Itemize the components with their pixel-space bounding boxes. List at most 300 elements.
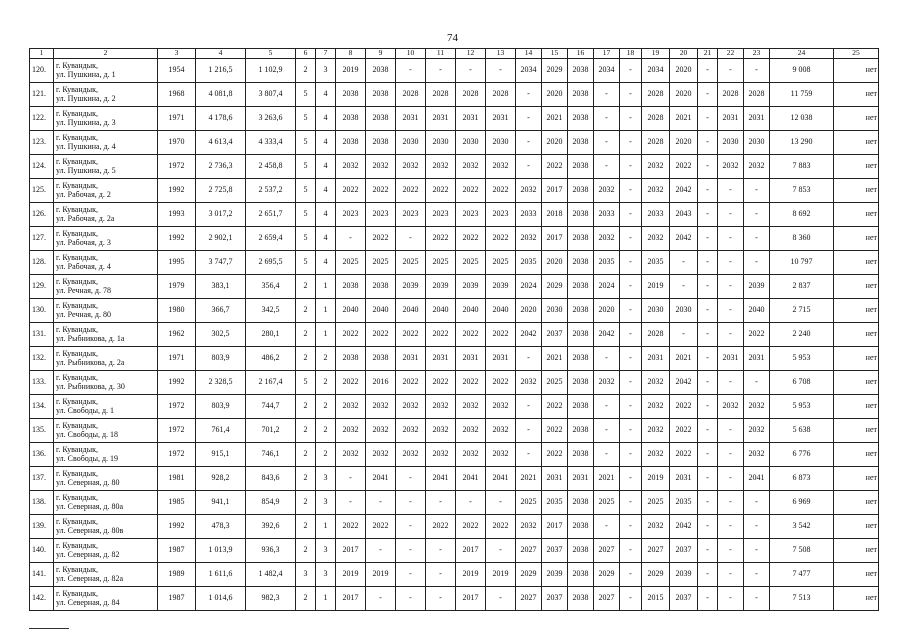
- table-cell: 2019: [456, 563, 486, 587]
- column-number-cell: 10: [396, 49, 426, 59]
- table-row: [30, 179, 879, 203]
- table-cell: 2029: [542, 275, 568, 299]
- table-cell: -: [620, 131, 642, 155]
- table-cell: 2031: [486, 347, 516, 371]
- table-cell: 2032: [396, 419, 426, 443]
- column-number-cell: 5: [246, 49, 296, 59]
- table-cell: нет: [834, 323, 879, 347]
- table-cell: 2 240: [770, 323, 834, 347]
- table-cell: -: [698, 323, 718, 347]
- table-cell: 2030: [396, 131, 426, 155]
- table-cell: -: [744, 539, 770, 563]
- table-cell: 2020: [542, 131, 568, 155]
- table-cell: 744,7: [246, 395, 296, 419]
- table-cell: нет: [834, 443, 879, 467]
- table-cell: 2022: [426, 323, 456, 347]
- table-cell: 1 482,4: [246, 563, 296, 587]
- row-number: 140.: [30, 539, 54, 563]
- table-cell: 3: [316, 539, 336, 563]
- table-cell: 2022: [396, 371, 426, 395]
- table-cell: 2027: [516, 539, 542, 563]
- address-cell: [54, 203, 158, 227]
- table-cell: 3 542: [770, 515, 834, 539]
- column-number-cell: 11: [426, 49, 456, 59]
- address-street: ул. Пушкина, д. 3: [56, 117, 116, 127]
- table-cell: 928,2: [196, 467, 246, 491]
- table-cell: -: [698, 155, 718, 179]
- address-street: ул. Речная, д. 80: [56, 309, 111, 319]
- table-cell: 2038: [568, 227, 594, 251]
- row-number: 129.: [30, 275, 54, 299]
- row-number: 130.: [30, 299, 54, 323]
- row-number: 132.: [30, 347, 54, 371]
- table-row: [30, 203, 879, 227]
- table-cell: 1992: [158, 515, 196, 539]
- table-cell: 936,3: [246, 539, 296, 563]
- table-cell: 2: [296, 347, 316, 371]
- table-cell: 2025: [426, 251, 456, 275]
- address-city: г. Кувандык,: [56, 517, 98, 526]
- table-cell: -: [396, 563, 426, 587]
- table-cell: 2025: [642, 491, 670, 515]
- table-cell: 5: [296, 251, 316, 275]
- table-cell: 1995: [158, 251, 196, 275]
- table-row: [30, 275, 879, 299]
- address-city: г. Кувандык,: [56, 301, 98, 310]
- table-cell: 2022: [486, 179, 516, 203]
- table-cell: -: [620, 515, 642, 539]
- table-cell: 2031: [568, 467, 594, 491]
- table-cell: 2038: [568, 515, 594, 539]
- table-cell: 2028: [486, 83, 516, 107]
- table-cell: 2032: [718, 155, 744, 179]
- table-cell: -: [620, 563, 642, 587]
- table-cell: 3 017,2: [196, 203, 246, 227]
- table-cell: -: [718, 275, 744, 299]
- capital-repair-schedule-table: [29, 48, 879, 611]
- table-cell: 2022: [366, 227, 396, 251]
- table-cell: -: [396, 539, 426, 563]
- table-cell: 2031: [670, 467, 698, 491]
- table-cell: 2025: [516, 491, 542, 515]
- table-cell: 2027: [642, 539, 670, 563]
- table-cell: 2022: [456, 227, 486, 251]
- table-cell: 4: [316, 203, 336, 227]
- table-cell: -: [486, 59, 516, 83]
- table-cell: 1 102,9: [246, 59, 296, 83]
- table-cell: 2023: [396, 203, 426, 227]
- table-cell: 2038: [336, 347, 366, 371]
- table-cell: 13 290: [770, 131, 834, 155]
- table-cell: 2 695,5: [246, 251, 296, 275]
- table-cell: 2: [296, 515, 316, 539]
- table-cell: 2 167,4: [246, 371, 296, 395]
- table-cell: 2032: [642, 155, 670, 179]
- table-cell: 2038: [568, 107, 594, 131]
- table-cell: 1987: [158, 587, 196, 611]
- table-cell: 5: [296, 203, 316, 227]
- table-cell: 2038: [568, 275, 594, 299]
- table-cell: 3: [316, 491, 336, 515]
- table-cell: -: [718, 539, 744, 563]
- table-cell: -: [396, 59, 426, 83]
- table-cell: 1972: [158, 443, 196, 467]
- table-cell: 2028: [396, 83, 426, 107]
- table-row: [30, 251, 879, 275]
- table-cell: 2038: [568, 323, 594, 347]
- address-street: ул. Пушкина, д. 2: [56, 93, 116, 103]
- table-cell: -: [516, 395, 542, 419]
- row-number: 131.: [30, 323, 54, 347]
- table-cell: 2037: [542, 587, 568, 611]
- address-cell: [54, 323, 158, 347]
- table-cell: 1 216,5: [196, 59, 246, 83]
- table-cell: 2023: [456, 203, 486, 227]
- column-number-cell: 16: [568, 49, 594, 59]
- table-cell: -: [718, 323, 744, 347]
- table-cell: 2028: [642, 83, 670, 107]
- table-cell: 2033: [642, 203, 670, 227]
- table-cell: 2032: [366, 155, 396, 179]
- table-cell: -: [594, 515, 620, 539]
- address-street: ул. Рыбникова, д. 1а: [56, 333, 125, 343]
- table-cell: 803,9: [196, 347, 246, 371]
- table-cell: 2 537,2: [246, 179, 296, 203]
- table-cell: 2032: [744, 419, 770, 443]
- table-cell: 2038: [366, 83, 396, 107]
- address-city: г. Кувандык,: [56, 421, 98, 430]
- table-row: [30, 155, 879, 179]
- table-cell: 5 953: [770, 347, 834, 371]
- table-cell: -: [718, 179, 744, 203]
- table-cell: 356,4: [246, 275, 296, 299]
- table-cell: 2032: [426, 419, 456, 443]
- table-cell: 2019: [642, 275, 670, 299]
- table-cell: 3: [316, 563, 336, 587]
- column-number-cell: 12: [456, 49, 486, 59]
- table-cell: 2031: [718, 107, 744, 131]
- table-cell: 2022: [542, 419, 568, 443]
- table-cell: 2022: [670, 443, 698, 467]
- row-number: 138.: [30, 491, 54, 515]
- table-cell: 2022: [486, 323, 516, 347]
- table-cell: 2032: [486, 419, 516, 443]
- table-cell: 2022: [542, 443, 568, 467]
- table-cell: -: [594, 419, 620, 443]
- table-cell: 2038: [568, 347, 594, 371]
- row-number: 128.: [30, 251, 54, 275]
- table-cell: -: [698, 83, 718, 107]
- table-cell: -: [620, 539, 642, 563]
- table-cell: -: [516, 443, 542, 467]
- table-cell: 2019: [336, 563, 366, 587]
- table-cell: 2028: [744, 83, 770, 107]
- table-cell: 6 776: [770, 443, 834, 467]
- address-cell: [54, 347, 158, 371]
- table-cell: 1954: [158, 59, 196, 83]
- table-cell: 2032: [718, 395, 744, 419]
- table-cell: 2031: [426, 107, 456, 131]
- column-number-cell: 22: [718, 49, 744, 59]
- row-number: 133.: [30, 371, 54, 395]
- address-city: г. Кувандык,: [56, 253, 98, 262]
- table-cell: 2032: [456, 419, 486, 443]
- table-cell: 366,7: [196, 299, 246, 323]
- table-cell: 2 736,3: [196, 155, 246, 179]
- table-cell: нет: [834, 419, 879, 443]
- table-cell: 2041: [456, 467, 486, 491]
- table-cell: -: [698, 59, 718, 83]
- table-cell: 2020: [594, 299, 620, 323]
- table-cell: -: [744, 179, 770, 203]
- table-cell: 2038: [568, 59, 594, 83]
- table-cell: 5 638: [770, 419, 834, 443]
- column-number-cell: 15: [542, 49, 568, 59]
- address-street: ул. Речная, д. 78: [56, 285, 111, 295]
- table-cell: 2022: [366, 515, 396, 539]
- table-cell: 2: [316, 419, 336, 443]
- table-cell: 2032: [516, 179, 542, 203]
- table-cell: 2022: [396, 323, 426, 347]
- table-cell: 2032: [642, 443, 670, 467]
- table-cell: 2017: [456, 539, 486, 563]
- table-cell: 2035: [542, 491, 568, 515]
- table-cell: 2023: [426, 203, 456, 227]
- table-cell: -: [396, 587, 426, 611]
- table-cell: -: [486, 491, 516, 515]
- table-cell: -: [718, 443, 744, 467]
- address-city: г. Кувандык,: [56, 325, 98, 334]
- row-number: 142.: [30, 587, 54, 611]
- table-cell: 7 508: [770, 539, 834, 563]
- table-cell: 2022: [486, 515, 516, 539]
- table-cell: 2021: [670, 347, 698, 371]
- table-cell: 2022: [426, 371, 456, 395]
- table-cell: 2025: [456, 251, 486, 275]
- table-cell: 2: [296, 299, 316, 323]
- address-city: г. Кувандык,: [56, 277, 98, 286]
- table-cell: 2038: [336, 131, 366, 155]
- table-cell: -: [670, 251, 698, 275]
- row-number: 122.: [30, 107, 54, 131]
- table-cell: -: [744, 59, 770, 83]
- table-cell: 2034: [594, 59, 620, 83]
- table-cell: 2032: [366, 443, 396, 467]
- table-cell: 803,9: [196, 395, 246, 419]
- table-cell: 2038: [366, 275, 396, 299]
- table-cell: -: [366, 587, 396, 611]
- table-cell: 2022: [336, 371, 366, 395]
- row-number: 125.: [30, 179, 54, 203]
- table-cell: 2039: [456, 275, 486, 299]
- row-number: 136.: [30, 443, 54, 467]
- table-cell: -: [620, 347, 642, 371]
- table-cell: -: [698, 443, 718, 467]
- table-cell: 2034: [642, 59, 670, 83]
- table-cell: 5: [296, 107, 316, 131]
- table-row: [30, 563, 879, 587]
- table-cell: -: [698, 587, 718, 611]
- table-cell: 2032: [336, 155, 366, 179]
- row-number: 120.: [30, 59, 54, 83]
- table-cell: -: [620, 491, 642, 515]
- table-cell: 2022: [426, 515, 456, 539]
- table-cell: -: [698, 299, 718, 323]
- table-cell: 2032: [642, 515, 670, 539]
- table-cell: 2025: [336, 251, 366, 275]
- table-cell: 2031: [642, 347, 670, 371]
- table-cell: 2030: [744, 131, 770, 155]
- table-cell: 4: [316, 131, 336, 155]
- table-cell: 6 969: [770, 491, 834, 515]
- table-cell: 1972: [158, 395, 196, 419]
- table-cell: 2040: [366, 299, 396, 323]
- table-cell: 7 853: [770, 179, 834, 203]
- table-cell: 2038: [568, 299, 594, 323]
- table-cell: 2040: [456, 299, 486, 323]
- table-cell: -: [718, 419, 744, 443]
- address-street: ул. Пушкина, д. 5: [56, 165, 116, 175]
- table-cell: 2020: [670, 131, 698, 155]
- table-cell: -: [516, 131, 542, 155]
- address-cell: [54, 515, 158, 539]
- table-row: [30, 131, 879, 155]
- address-city: г. Кувандык,: [56, 541, 98, 550]
- address-street: ул. Рыбникова, д. 30: [56, 381, 125, 391]
- table-cell: 2039: [744, 275, 770, 299]
- table-cell: 6 873: [770, 467, 834, 491]
- table-cell: -: [620, 179, 642, 203]
- table-cell: нет: [834, 467, 879, 491]
- table-cell: 2032: [456, 155, 486, 179]
- column-number-row: [30, 49, 879, 59]
- table-cell: 4 333,4: [246, 131, 296, 155]
- column-number-cell: 9: [366, 49, 396, 59]
- table-cell: 2: [296, 395, 316, 419]
- table-cell: -: [594, 83, 620, 107]
- table-cell: -: [620, 275, 642, 299]
- table-cell: 2032: [396, 443, 426, 467]
- table-cell: 2032: [336, 419, 366, 443]
- address-street: ул. Северная, д. 82: [56, 549, 120, 559]
- table-cell: 2022: [336, 515, 366, 539]
- table-cell: 1992: [158, 227, 196, 251]
- table-cell: 2030: [456, 131, 486, 155]
- table-cell: -: [620, 419, 642, 443]
- table-cell: нет: [834, 515, 879, 539]
- table-cell: 2022: [456, 515, 486, 539]
- table-cell: 2038: [336, 107, 366, 131]
- table-cell: 2032: [486, 155, 516, 179]
- table-cell: 2038: [568, 491, 594, 515]
- table-cell: -: [594, 395, 620, 419]
- address-street: ул. Свободы, д. 19: [56, 453, 119, 463]
- table-cell: 2025: [594, 491, 620, 515]
- table-cell: 2032: [456, 443, 486, 467]
- table-cell: нет: [834, 59, 879, 83]
- table-cell: 2031: [744, 347, 770, 371]
- table-cell: -: [718, 59, 744, 83]
- table-cell: 5 953: [770, 395, 834, 419]
- table-cell: -: [620, 395, 642, 419]
- table-cell: 2015: [642, 587, 670, 611]
- table-cell: 2023: [366, 203, 396, 227]
- table-row: [30, 371, 879, 395]
- table-cell: 2032: [516, 371, 542, 395]
- column-number-cell: 4: [196, 49, 246, 59]
- table-cell: 2032: [396, 155, 426, 179]
- table-cell: -: [396, 491, 426, 515]
- table-cell: 1971: [158, 347, 196, 371]
- table-cell: 2021: [670, 107, 698, 131]
- table-cell: 2038: [568, 203, 594, 227]
- address-cell: [54, 563, 158, 587]
- table-cell: 2039: [396, 275, 426, 299]
- address-street: ул. Рыбникова, д. 2а: [56, 357, 125, 367]
- table-cell: 2 651,7: [246, 203, 296, 227]
- table-cell: 2039: [426, 275, 456, 299]
- table-row: [30, 347, 879, 371]
- table-cell: 2032: [516, 227, 542, 251]
- address-city: г. Кувандык,: [56, 205, 98, 214]
- table-cell: 2019: [486, 563, 516, 587]
- table-cell: 2035: [670, 491, 698, 515]
- column-number-cell: 1: [30, 49, 54, 59]
- table-cell: 1972: [158, 419, 196, 443]
- table-cell: -: [486, 587, 516, 611]
- address-street: ул. Северная, д. 80: [56, 477, 120, 487]
- table-cell: -: [698, 227, 718, 251]
- table-cell: 2020: [670, 83, 698, 107]
- table-cell: 2038: [568, 251, 594, 275]
- table-cell: 2032: [426, 395, 456, 419]
- address-city: г. Кувандык,: [56, 445, 98, 454]
- table-cell: 1987: [158, 539, 196, 563]
- table-cell: нет: [834, 491, 879, 515]
- address-cell: [54, 275, 158, 299]
- table-cell: 2038: [568, 371, 594, 395]
- table-row: [30, 59, 879, 83]
- table-cell: -: [516, 347, 542, 371]
- address-street: ул. Свободы, д. 18: [56, 429, 119, 439]
- table-cell: -: [620, 323, 642, 347]
- table-cell: 2027: [594, 587, 620, 611]
- table-cell: 2038: [568, 587, 594, 611]
- table-cell: 1989: [158, 563, 196, 587]
- table-cell: 2: [316, 395, 336, 419]
- table-row: [30, 299, 879, 323]
- table-cell: 2: [296, 419, 316, 443]
- table-cell: 2030: [426, 131, 456, 155]
- table-cell: 2: [296, 539, 316, 563]
- address-cell: [54, 251, 158, 275]
- table-cell: -: [718, 371, 744, 395]
- address-city: г. Кувандык,: [56, 109, 98, 118]
- table-cell: -: [516, 83, 542, 107]
- table-cell: -: [744, 227, 770, 251]
- table-cell: 8 692: [770, 203, 834, 227]
- table-cell: 761,4: [196, 419, 246, 443]
- table-cell: 2020: [542, 251, 568, 275]
- table-cell: 2032: [486, 443, 516, 467]
- table-cell: 2023: [336, 203, 366, 227]
- table-cell: -: [744, 203, 770, 227]
- row-number: 139.: [30, 515, 54, 539]
- table-cell: 2025: [396, 251, 426, 275]
- table-cell: 982,3: [246, 587, 296, 611]
- address-street: ул. Рабочая, д. 3: [56, 237, 111, 247]
- column-number-cell: 21: [698, 49, 718, 59]
